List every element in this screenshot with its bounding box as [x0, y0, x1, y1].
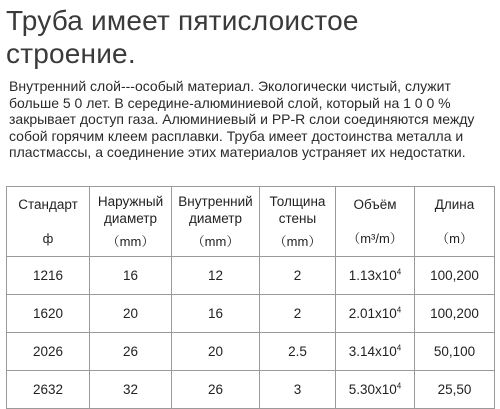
cell-standard: 1620: [7, 295, 90, 333]
cell-length: 100,200: [415, 295, 495, 333]
cell-wall-thickness: 2.5: [260, 333, 336, 371]
cell-length: 25,50: [415, 371, 495, 409]
cell-volume: $3.14x10^4$: [336, 333, 415, 371]
cell-standard: 1216: [7, 257, 90, 295]
cell-outer-diameter: 16: [90, 257, 172, 295]
table-row: [7, 257, 495, 295]
cell-inner-diameter: 20: [172, 333, 260, 371]
page-title: Труба имеет пятислоистое строение.: [6, 5, 359, 69]
cell-length: 50,100: [415, 333, 495, 371]
cell-wall-thickness: 3: [260, 371, 336, 409]
cell-inner-diameter: 16: [172, 295, 260, 333]
cell-standard: 2026: [7, 333, 90, 371]
table-row: [7, 333, 495, 371]
table-row: [7, 295, 495, 333]
cell-outer-diameter: 20: [90, 295, 172, 333]
cell-volume: $2.01x10^4$: [336, 295, 415, 333]
cell-outer-diameter: 26: [90, 333, 172, 371]
cell-volume: $1.13x10^4$: [336, 257, 415, 295]
description-text: Внутренний слой---особый материал. Экологически чистый, служит больше 5 0 лет. В середине-алюминиевой слой, который на 1 0 0 % закрывает доступ газа. Алюминиевый и PP-R слои соединяются между собой горячим клеем расплавки. Труба имеет достоинства металла и пластмассы, а соединение этих материалов устраняет их недостатки.: [9, 78, 475, 161]
cell-volume: $5.30x10^4$: [336, 371, 415, 409]
header-inner-diameter: Внутренний диаметр （mm）: [172, 187, 260, 257]
cell-length: 100,200: [415, 257, 495, 295]
table-header-row: [7, 187, 495, 257]
header-outer-diameter: Наружный диаметр （mm）: [90, 187, 172, 257]
cell-wall-thickness: 2: [260, 257, 336, 295]
header-standard: Стандарт ф: [7, 187, 90, 257]
specs-table: [6, 186, 495, 409]
cell-inner-diameter: 12: [172, 257, 260, 295]
header-length: Длина （m）: [415, 187, 495, 257]
cell-inner-diameter: 26: [172, 371, 260, 409]
cell-standard: 2632: [7, 371, 90, 409]
table-row: [7, 371, 495, 409]
cell-outer-diameter: 32: [90, 371, 172, 409]
cell-wall-thickness: 2: [260, 295, 336, 333]
header-wall-thickness: Толщина стены （mm）: [260, 187, 336, 257]
header-volume: Объём （m³/m）: [336, 187, 415, 257]
